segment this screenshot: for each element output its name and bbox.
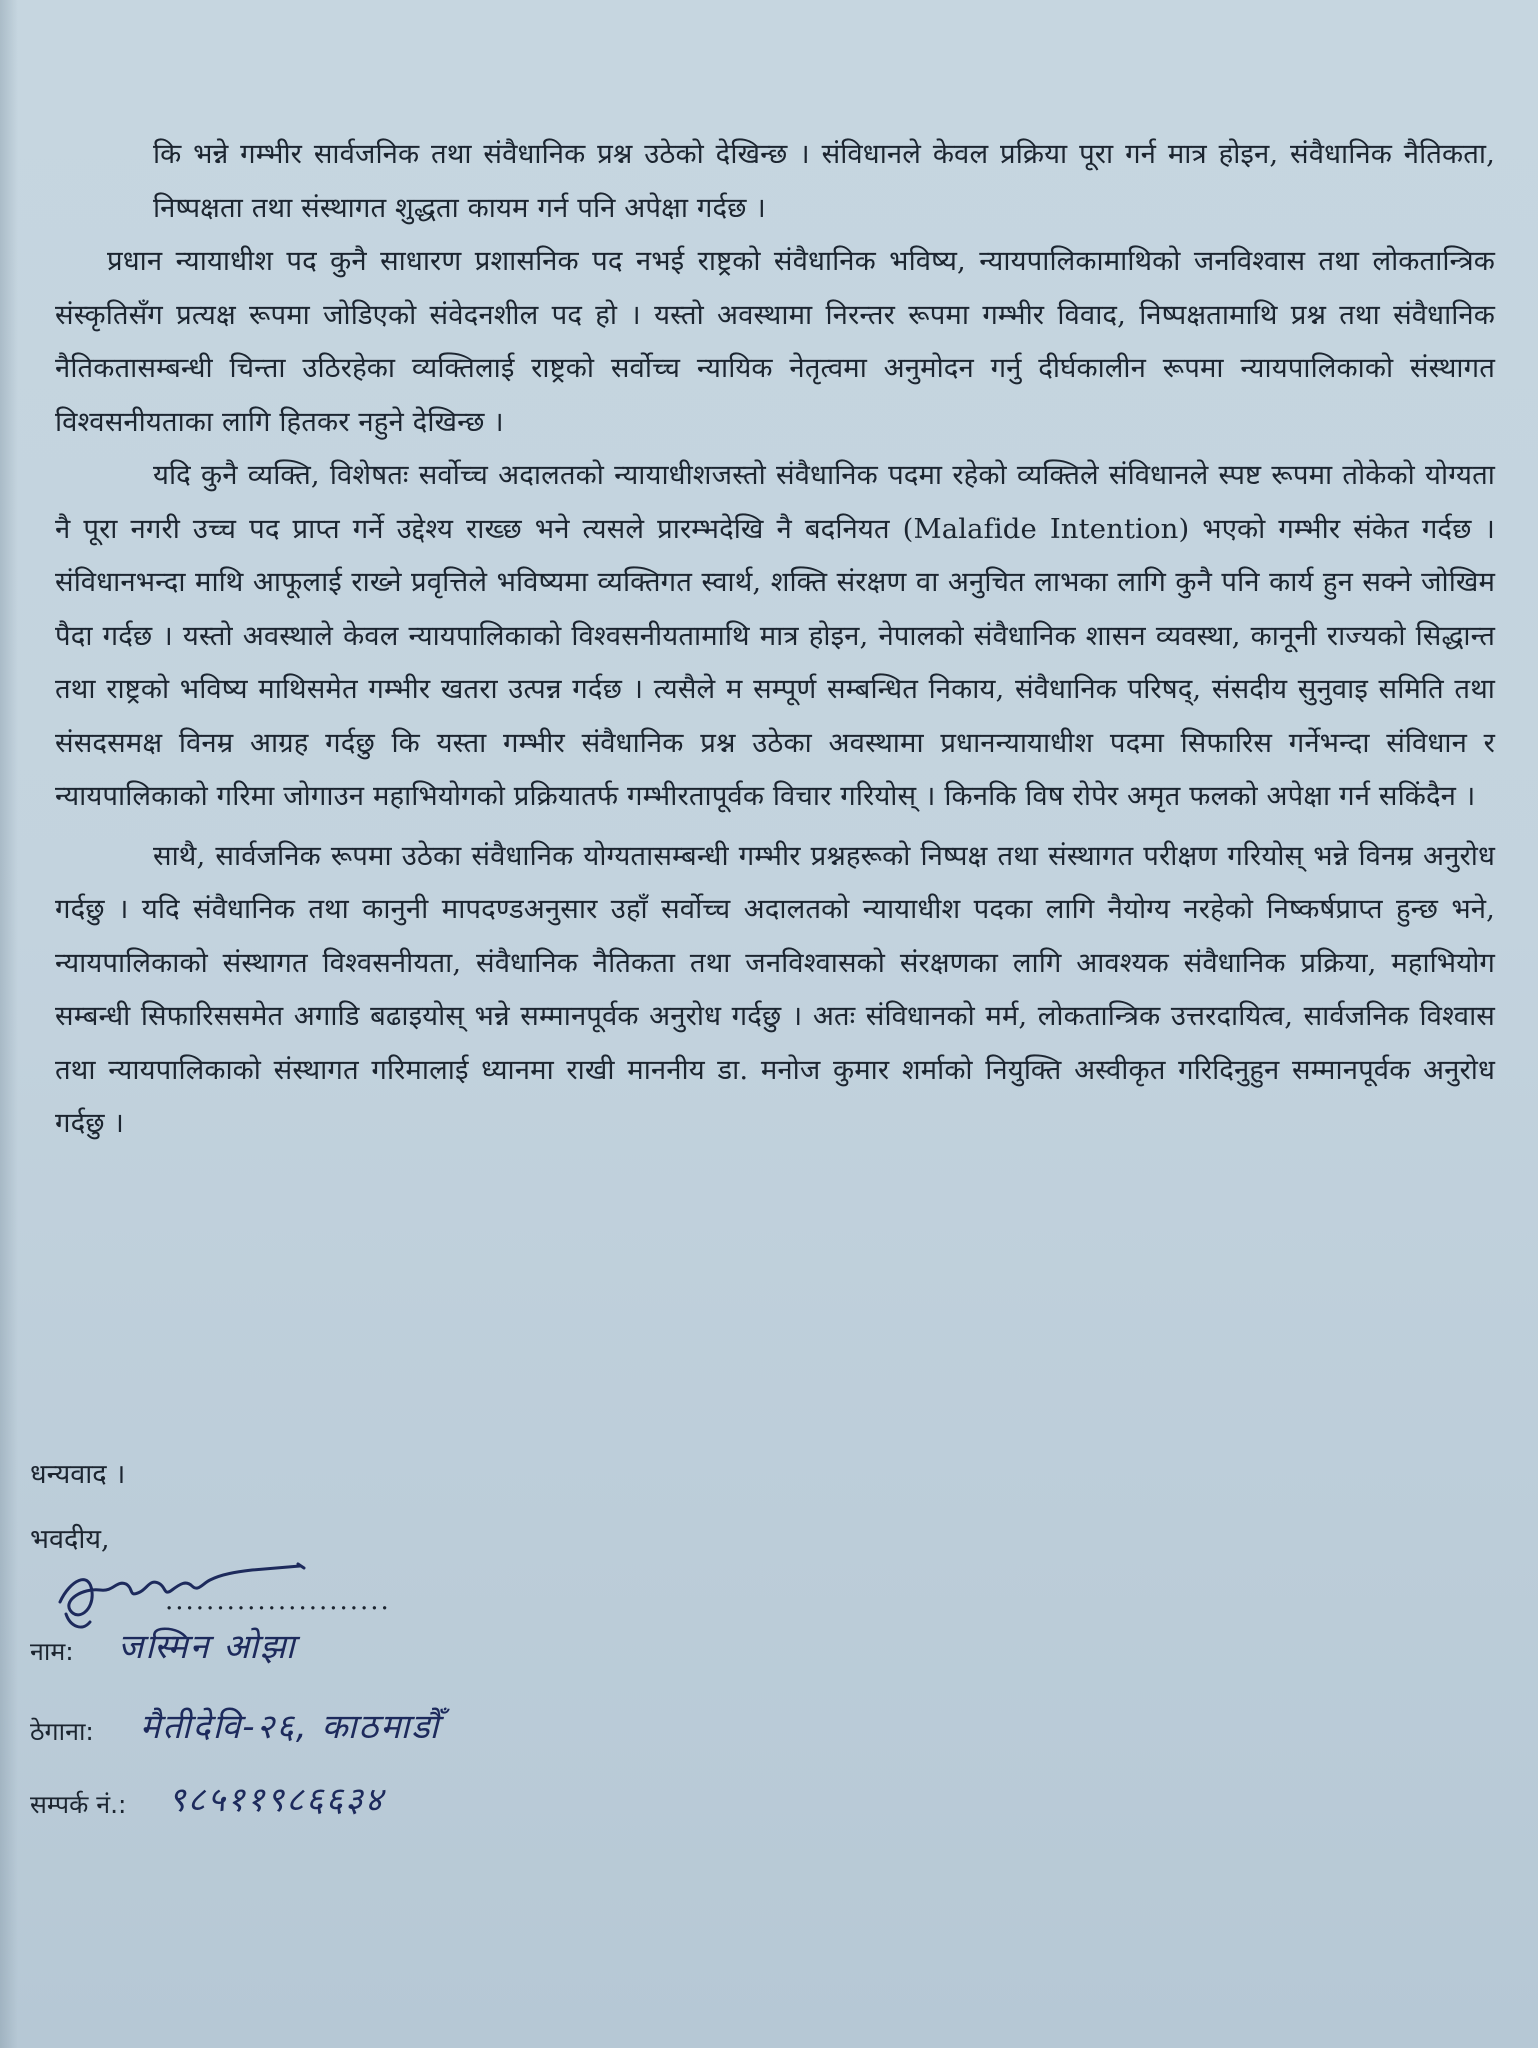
address-value-handwritten: मैतीदेवि-२६, काठमाडौँ <box>140 1707 441 1747</box>
address-label: ठेगाना: <box>30 1717 94 1746</box>
contact-field <box>30 1785 126 1825</box>
paragraph-3: यदि कुनै व्यक्ति, विशेषतः सर्वोच्च अदालतको न्यायाधीशजस्तो संवैधानिक पदमा रहेको व्यक्तिले संविधानले स्पष्ट रूपमा तोकेको योग्यता नै पूरा नगरी उच्च पद प्राप्त गर्ने उद्देश्य राख्छ भने त्यसले प्रारम्भदेखि नै बदनियत (Malafide Intention) भएको गम्भीर संकेत गर्दछ । संविधानभन्दा माथि आफूलाई राख्ने प्रवृत्तिले भविष्यमा व्यक्तिगत स्वार्थ, शक्ति संरक्षण वा अनुचित लाभका लागि कुनै पनि कार्य हुन सक्ने जोखिम पैदा गर्दछ । यस्तो अवस्थाले केवल न्यायपालिकाको विश्वसनीयतामाथि मात्र होइन, नेपालको संवैधानिक शासन व्यवस्था, कानूनी राज्यको सिद्धान्त तथा राष्ट्रको भविष्य माथिसमेत गम्भीर खतरा उत्पन्न गर्दछ । त्यसैले म सम्पूर्ण सम्बन्धित निकाय, संवैधानिक परिषद्, संसदीय सुनुवाइ समिति तथा संसदसमक्ष विनम्र आग्रह गर्दछु कि यस्ता गम्भीर संवैधानिक प्रश्न उठेका अवस्थामा प्रधानन्यायाधीश पदमा सिफारिस गर्नेभन्दा संविधान र न्यायपालिकाको गरिमा जोगाउन महाभियोगको प्रक्रियातर्फ गम्भीरतापूर्वक विचार गरियोस् । किनकि विष रोपेर अमृत फलको अपेक्षा गर्न सकिंदैन । <box>55 459 1495 812</box>
contact-value-handwritten: ९८५११९८६६३४ <box>168 1780 385 1820</box>
letter-body <box>55 128 1495 1151</box>
paragraph-4: साथै, सार्वजनिक रूपमा उठेका संवैधानिक योग्यतासम्बन्धी गम्भीर प्रश्नहरूको निष्पक्ष तथा संस्थागत परीक्षण गरियोस् भन्ने विनम्र अनुरोध गर्दछु । यदि संवैधानिक तथा कानुनी मापदण्डअनुसार उहाँ सर्वोच्च अदालतको न्यायाधीश पदका लागि नैयोग्य नरहेको निष्कर्षप्राप्त हुन्छ भने, न्यायपालिकाको संस्थागत विश्वसनीयता, संवैधानिक नैतिकता तथा जनविश्वासको संरक्षणका लागि आवश्यक संवैधानिक प्रक्रिया, महाभियोग सम्बन्धी सिफारिससमेत अगाडि बढाइयोस् भन्ने सम्मानपूर्वक अनुरोध गर्दछु । अतः संविधानको मर्म, लोकतान्त्रिक उत्तरदायित्व, सार्वजनिक विश्वास तथा न्यायपालिकाको संस्थागत गरिमालाई ध्यानमा राखी माननीय डा. मनोज कुमार शर्माको नियुक्ति अस्वीकृत गरिदिनुहुन सम्मानपूर्वक अनुरोध गर्दछु । <box>55 839 1495 1139</box>
name-field <box>30 1632 74 1672</box>
contact-label: सम्पर्क नं.: <box>30 1790 127 1819</box>
thanks-text: धन्यवाद । <box>30 1459 126 1490</box>
paragraph-2: प्रधान न्यायाधीश पद कुनै साधारण प्रशासनिक पद नभई राष्ट्रको संवैधानिक भविष्य, न्यायपालिकामाथिको जनविश्वास तथा लोकतान्त्रिक संस्कृतिसँग प्रत्यक्ष रूपमा जोडिएको संवेदनशील पद हो । यस्तो अवस्थामा निरन्तर रूपमा गम्भीर विवाद, निष्पक्षतामाथि प्रश्न तथा संवैधानिक नैतिकतासम्बन्धी चिन्ता उठिरहेका व्यक्तिलाई राष्ट्रको सर्वोच्च न्यायिक नेतृत्वमा अनुमोदन गर्नु दीर्घकालीन रूपमा न्यायपालिकाको संस्थागत विश्वसनीयताका लागि हितकर नहुने देखिन्छ । <box>55 245 1495 438</box>
address-field <box>30 1712 94 1752</box>
closing-salutation: भवदीय, <box>30 1524 110 1555</box>
name-label: नाम: <box>30 1637 74 1666</box>
paragraph-1: कि भन्ने गम्भीर सार्वजनिक तथा संवैधानिक प्रश्न उठेको देखिन्छ । संविधानले केवल प्रक्रिया पूरा गर्न मात्र होइन, संवैधानिक नैतिकता, निष्पक्षता तथा संस्थागत शुद्धता कायम गर्न पनि अपेक्षा गर्दछ । <box>153 138 1495 224</box>
name-value-handwritten: जस्मिन ओझा <box>118 1627 297 1667</box>
signature-line: ...................... <box>165 1586 391 1616</box>
page-edge-shadow <box>0 0 18 2048</box>
